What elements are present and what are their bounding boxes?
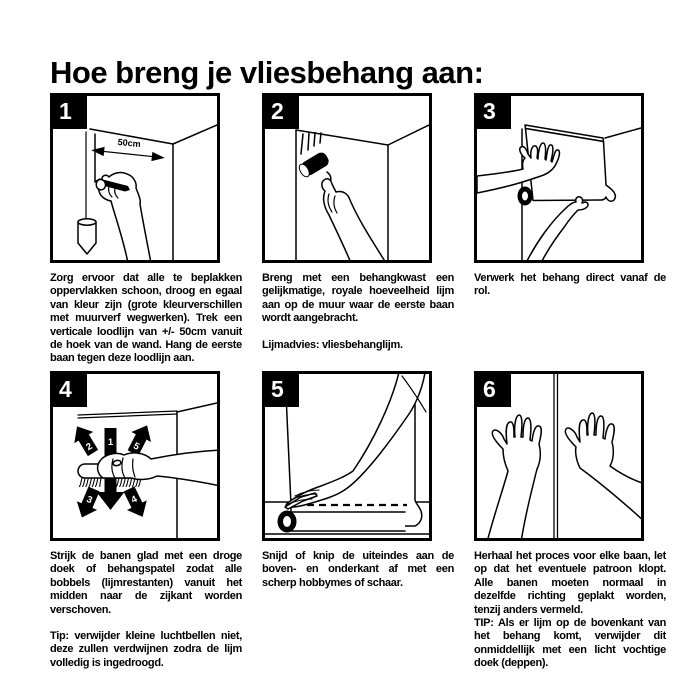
wallpaper-roll-core <box>522 192 528 201</box>
step-5 <box>262 371 454 590</box>
wallpaper-roll-core <box>283 516 291 527</box>
measure-label: 50cm <box>117 136 142 150</box>
smooth-arrow-3 <box>72 485 104 522</box>
measure-arrow <box>91 134 167 162</box>
caption-paragraph: Herhaal het proces voor elke baan, let op dat het eventuele patroon klopt. Alle banen moeten normaal in dezelfde richting geplakt worden, tenzij anders vermeld. <box>474 550 666 616</box>
wallpaper-seam-lines <box>554 374 558 538</box>
page-title: Hoe breng je vliesbehang aan: <box>50 54 484 90</box>
caption-paragraph: TIP: Als er lijm op de bovenkant van het behang komt, verwijder dit onmiddellijk met een licht vochtige doek (deppen). <box>474 617 666 670</box>
step-5-caption <box>262 550 454 590</box>
caption-paragraph: Tip: verwijder kleine luchtbellen niet, deze zullen verdwijnen zodra de lijm volledig is ingedroogd. <box>50 630 242 669</box>
hand-and-arm <box>322 179 386 260</box>
step-4-number-badge: 4 <box>50 371 87 407</box>
step-4-caption <box>50 550 242 670</box>
smooth-arrow-2 <box>68 421 103 459</box>
step-2 <box>262 93 454 352</box>
step-6-caption <box>474 550 666 671</box>
fingertip <box>96 179 105 189</box>
step-6 <box>474 371 666 671</box>
caption-paragraph: Lijmadvies: vliesbehanglijm. <box>262 338 403 351</box>
caption-paragraph: Breng met een behangkwast een gelijkmatige, royale hoeveelheid lijm aan op de muur waar de eerste baan wordt aangebracht. <box>262 272 454 325</box>
step-4-panel <box>50 371 220 541</box>
right-hand-pressing <box>565 413 641 522</box>
step-3-panel <box>474 93 644 263</box>
ceiling-line <box>78 411 177 418</box>
right-hand-holding-roll <box>526 197 588 260</box>
step-2-caption <box>262 272 454 352</box>
step-3-number-badge: 3 <box>474 93 511 129</box>
step-4 <box>50 371 242 670</box>
ceiling-line <box>90 125 217 144</box>
arrow-label: 2 <box>84 440 95 454</box>
caption-paragraph: Strijk de banen glad met een droge doek of behangspatel zodat alle bobbels (lijmrestanten) vanuit het midden naar de zijkant worden verschoven. <box>50 550 242 616</box>
step-5-panel <box>262 371 432 541</box>
step-1-panel <box>50 93 220 263</box>
glue-streaks <box>301 133 321 155</box>
arrow-label: 4 <box>129 493 140 506</box>
ceiling-line <box>296 125 429 145</box>
left-hand-pressing <box>487 415 541 538</box>
step-2-number-badge: 2 <box>262 93 299 129</box>
smooth-arrow-4 <box>119 484 152 522</box>
caption-paragraph: Zorg ervoor dat alle te beplakken oppervlakken schoon, droog en egaal van kleur zijn (grote kleurverschillen met muurverf wegwerken). Trek een verticale loodlijn van +/- 50cm vanuit de hoek van de wand. Hang de eerste baan tegen deze loodlijn aan. <box>50 272 242 365</box>
arrow-label: 3 <box>84 493 94 507</box>
paint-roller-icon <box>297 150 331 179</box>
step-5-number-badge: 5 <box>262 371 299 407</box>
arrow-label: 1 <box>107 437 114 448</box>
caption-paragraph: Snijd of knip de uiteindes aan de boven- en onderkant af met een scherp hobbymes of schaar. <box>262 550 454 589</box>
ceiling-line <box>605 128 641 138</box>
step-1-caption <box>50 272 242 366</box>
step-3-caption <box>474 272 666 299</box>
step-3 <box>474 93 666 299</box>
arrow-label: 5 <box>131 440 142 453</box>
plumb-bob-icon <box>78 219 96 254</box>
step-6-panel <box>474 371 644 541</box>
caption-paragraph: Verwerk het behang direct vanaf de rol. <box>474 272 666 298</box>
ceiling-line-right <box>177 403 217 412</box>
step-1 <box>50 93 242 366</box>
smooth-arrow-5 <box>123 420 157 458</box>
step-1-number-badge: 1 <box>50 93 87 129</box>
wallpaper-roll-body <box>287 512 405 531</box>
thumb-nail <box>113 460 122 467</box>
step-6-number-badge: 6 <box>474 371 511 407</box>
step-2-panel <box>262 93 432 263</box>
